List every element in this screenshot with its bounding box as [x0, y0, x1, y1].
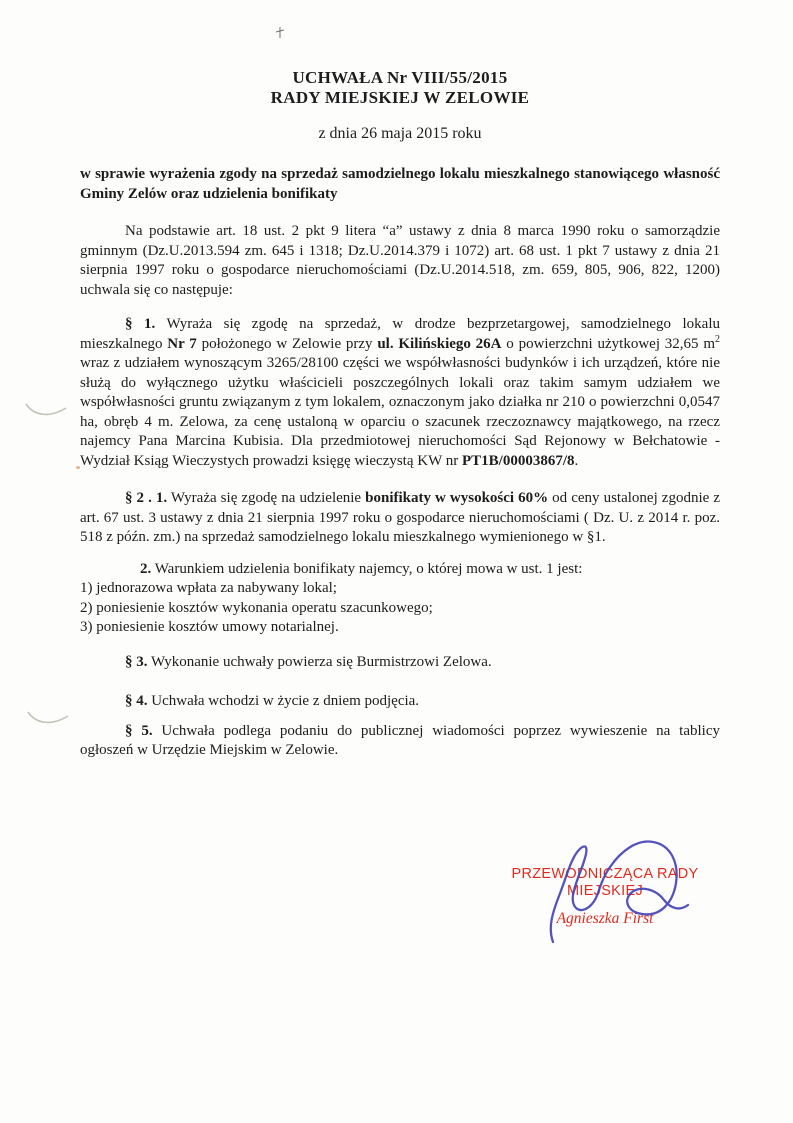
- document-title-line1: UCHWAŁA Nr VIII/55/2015: [292, 68, 508, 87]
- chairwoman-stamp: [495, 866, 715, 900]
- condition-item-2: 2) poniesienie kosztów wykonania operatu szacunkowego;: [80, 599, 433, 616]
- section-4-paragraph: § 4. Uchwała wchodzi w życie z dniem podjęcia.: [125, 693, 420, 709]
- condition-item-1: 1) jednorazowa wpłata za nabywany lokal;: [80, 580, 337, 596]
- conditions-list: [80, 579, 720, 638]
- section-2-1-paragraph: § 2 . 1. Wyraża się zgodę na udzielenie bonifikaty w wysokości 60% od ceny ustalonej zgodnie z art. 67 ust. 3 ustawy z dnia 21 sierpnia 1997 roku o gospodarce nieruchomościami ( Dz. U. z 2014 r. poz. 518 z późn. zm.) na sprzedaż samodzielnego lokalu mieszkalnego wymienionego w §1.: [80, 490, 720, 545]
- section-3-paragraph: § 3. Wykonanie uchwały powierza się Burmistrzowi Zelowa.: [125, 653, 492, 670]
- section-5-paragraph: § 5. Uchwała podlega podaniu do publicznej wiadomości poprzez wywieszenie na tablicy ogłoszeń w Urzędzie Miejskim w Zelowie.: [80, 722, 720, 758]
- preamble-paragraph: Na podstawie art. 18 ust. 2 pkt 9 litera “a” ustawy z dnia 8 marca 1990 roku o samorządzie gminnym (Dz.U.2013.594 zm. 645 i 1318; Dz.U.2014.379 i 1072) art. 68 ust. 1 pkt 7 ustawy z dnia 21 sierpnia 1997 roku o gospodarce nieruchomościami (Dz.U.2014.518, zm. 659, 805, 906, 822, 1200) uchwala się co następuje:: [80, 223, 720, 298]
- document-title-line2: RADY MIEJSKIEJ W ZELOWIE: [270, 88, 530, 107]
- section-1-paragraph: § 1. Wyraża się zgodę na sprzedaż, w drodze bezprzetargowej, samodzielnego lokalu mieszkalnego Nr 7 położonego w Zelowie przy ul. Kilińskiego 26A o powierzchni użytkowej 32,65 $m^2$ wraz z udziałem wynoszącym 3265/28100 części we współwłasności budynków i ich urządzeń, które nie służą do wyłącznego użytku właścicieli poszczególnych lokali oraz takim samym udziałem we współwłasności gruntu związanym z tym lokalem, oznaczonym jako działka nr 210 o powierzchni 0,0547 ha, obręb 4 m. Zelowa, za cenę ustaloną w oparciu o szacunek rzeczoznawcy majątkowego, na rzecz najemcy Pana Marcina Kubisia. Dla przedmiotowej nieruchomości Sąd Rejonowy w Bełchatowie - Wydział Ksiąg Wieczystych prowadzi księgę wieczystą KW nr PT1B/00003867/8.: [80, 316, 720, 469]
- signature-name: Agnieszka First: [556, 910, 654, 927]
- section-2-2-intro: 2. Warunkiem udzielenia bonifikaty najemcy, o której mowa w ust. 1 jest:: [140, 560, 583, 577]
- document-date: z dnia 26 maja 2015 roku: [318, 125, 482, 142]
- stamp-role-line1: PRZEWODNICZĄCA RADY: [511, 866, 699, 882]
- scan-artifact-left-2: [26, 704, 70, 734]
- stamp-role-line2: MIEJSKIEJ: [566, 883, 644, 899]
- document-title: [80, 68, 720, 108]
- document-subject: w sprawie wyrażenia zgody na sprzedaż samodzielnego lokalu mieszkalnego stanowiącego własność Gminy Zelów oraz udzielenia bonifikaty: [80, 166, 720, 202]
- signature-block: [495, 866, 715, 928]
- document-content: [80, 0, 720, 761]
- scan-artifact-left-1: [24, 396, 68, 426]
- condition-item-3: 3) poniesienie kosztów umowy notarialnej.: [80, 619, 339, 635]
